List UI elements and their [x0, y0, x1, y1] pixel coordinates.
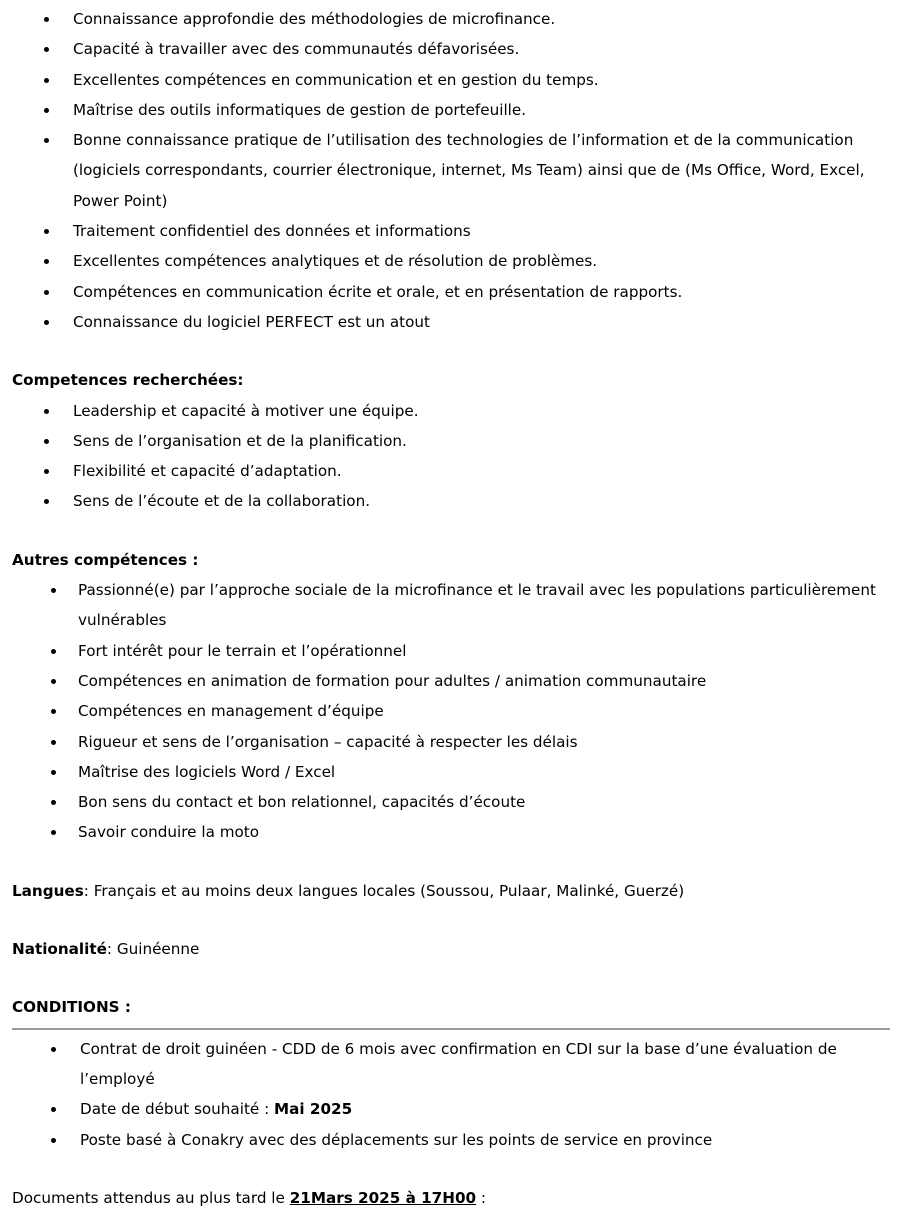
condition-text: Date de début souhaité :: [80, 1100, 275, 1119]
section-heading-competences-recherchees: Competences recherchées:: [12, 371, 244, 390]
conditions-list: [12, 1034, 888, 1155]
list-item: Excellentes compétences analytiques et de résolution de problèmes.: [12, 246, 888, 276]
list-item: [12, 1125, 888, 1155]
list-item: Passionné(e) par l’approche sociale de la microfinance et le travail avec les populations particulièrement vulnérables: [12, 575, 888, 636]
start-date-value: Mai 2025: [274, 1100, 353, 1119]
langues-label: Langues: [12, 881, 84, 900]
documents-suffix: :: [476, 1188, 487, 1207]
list-item: Compétences en animation de formation pour adultes / animation communautaire: [12, 666, 888, 696]
spacer: [12, 906, 888, 934]
list-item: Bonne connaissance pratique de l’utilisation des technologies de l’information et de la communication (logiciels correspondants, courrier électronique, internet, Ms Team) ainsi que de (Ms Office, Word, Excel, Power Point): [12, 125, 888, 216]
documents-deadline-line: [12, 1183, 888, 1213]
list-item: Maîtrise des logiciels Word / Excel: [12, 757, 888, 787]
list-item: Rigueur et sens de l’organisation – capacité à respecter les délais: [12, 727, 888, 757]
nationalite-value: : Guinéenne: [106, 940, 200, 959]
list-item: Sens de l’écoute et de la collaboration.: [12, 486, 888, 516]
langues-line: [12, 876, 888, 906]
list-item: Flexibilité et capacité d’adaptation.: [12, 456, 888, 486]
list-item: Sens de l’organisation et de la planification.: [12, 426, 888, 456]
list-item: [12, 1034, 888, 1095]
spacer: [12, 964, 888, 992]
autres-competences-list: [12, 575, 888, 848]
spacer: [12, 337, 888, 365]
langues-value: : Français et au moins deux langues locales (Soussou, Pulaar, Malinké, Guerzé): [83, 881, 685, 900]
list-item: Connaissance du logiciel PERFECT est un atout: [12, 307, 888, 337]
list-item: Excellentes compétences en communication et en gestion du temps.: [12, 65, 888, 95]
section-heading-autres-competences: Autres compétences :: [12, 550, 199, 569]
nationalite-line: [12, 934, 888, 964]
list-item: Maîtrise des outils informatiques de gestion de portefeuille.: [12, 95, 888, 125]
conditions-divider: [12, 1028, 890, 1030]
list-item: Bon sens du contact et bon relationnel, capacités d’écoute: [12, 787, 888, 817]
deadline-value: 21Mars 2025 à 17H00: [289, 1188, 477, 1207]
list-item: Savoir conduire la moto: [12, 817, 888, 847]
spacer: [12, 848, 888, 876]
competences-recherchees-list: [12, 396, 888, 517]
spacer: [12, 1155, 888, 1183]
list-item: Capacité à travailler avec des communautés défavorisées.: [12, 34, 888, 64]
documents-prefix: Documents attendus au plus tard le: [12, 1188, 290, 1207]
nationalite-label: Nationalité: [12, 940, 107, 959]
spacer: [12, 517, 888, 545]
list-item: [12, 1094, 888, 1124]
list-item: Compétences en management d’équipe: [12, 696, 888, 726]
list-item: Compétences en communication écrite et orale, et en présentation de rapports.: [12, 277, 888, 307]
condition-text: Poste basé à Conakry avec des déplacements sur les points de service en province: [80, 1130, 713, 1149]
section-heading-conditions: CONDITIONS :: [12, 998, 131, 1017]
list-item: Traitement confidentiel des données et informations: [12, 216, 888, 246]
condition-text: Contrat de droit guinéen - CDD de 6 mois avec confirmation en CDI sur la base d’une évaluation de l’employé: [80, 1039, 837, 1088]
qualifications-list: [12, 4, 888, 337]
list-item: Connaissance approfondie des méthodologies de microfinance.: [12, 4, 888, 34]
list-item: Fort intérêt pour le terrain et l’opérationnel: [12, 636, 888, 666]
list-item: Leadership et capacité à motiver une équipe.: [12, 396, 888, 426]
